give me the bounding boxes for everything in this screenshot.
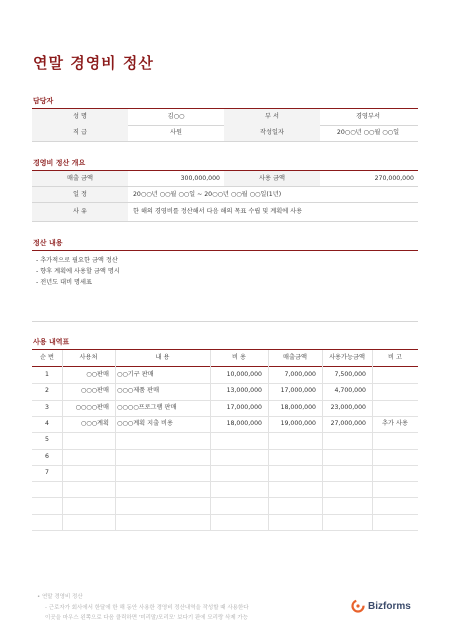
usage-cell	[372, 514, 418, 530]
usage-cell	[372, 465, 418, 481]
usage-cell	[372, 400, 418, 416]
usage-cell	[62, 432, 115, 448]
manager-field-value: 사원	[170, 129, 182, 136]
reason-label: 사 유	[32, 203, 128, 221]
usage-cell: 7	[45, 468, 49, 476]
date-label: 일 정	[32, 187, 128, 202]
usage-label: 사용 금액	[224, 171, 320, 186]
manager-field-label: 직 급	[32, 125, 128, 141]
bizforms-logo-icon	[351, 599, 365, 613]
usage-cell	[268, 514, 322, 530]
usage-cell: ○○기구 판매	[117, 371, 154, 378]
usage-column-divider	[62, 350, 63, 530]
manager-field-label: 부 서	[224, 109, 320, 125]
usage-column-divider	[268, 350, 269, 530]
usage-cell: 2	[45, 387, 49, 395]
usage-cell	[115, 514, 210, 530]
usage-column-divider	[322, 350, 323, 530]
usage-cell	[268, 432, 322, 448]
usage-cell: 17,000,000	[280, 387, 316, 395]
usage-cell	[322, 465, 372, 481]
usage-cell: 13,000,000	[226, 387, 262, 395]
usage-cell	[210, 432, 268, 448]
usage-cell	[62, 481, 115, 497]
usage-cell: ○○○○프로그램 판매	[117, 403, 177, 411]
usage-section-label: 사용 내역표	[33, 338, 70, 346]
page-title: 연말 경영비 정산	[33, 54, 154, 72]
usage-header-cell: 사용처	[79, 354, 98, 361]
usage-cell	[372, 449, 418, 465]
usage-cell	[372, 432, 418, 448]
usage-cell: ○○판매	[86, 371, 109, 378]
usage-cell: 23,000,000	[330, 403, 366, 411]
usage-column-divider	[115, 350, 116, 530]
usage-cell	[210, 497, 268, 513]
usage-cell: 27,000,000	[330, 419, 366, 427]
usage-cell: 1	[45, 371, 49, 378]
manager-field-value: 경영부서	[356, 113, 380, 120]
usage-cell: 17,000,000	[226, 403, 262, 411]
usage-cell	[115, 481, 210, 497]
date-value: 20○○년 ○○월 ○○일 ~ 20○○년 ○○월 ○○일(1년)	[133, 191, 282, 198]
usage-header-cell: 매출금액	[283, 354, 307, 361]
usage-cell	[372, 367, 418, 383]
usage-cell: 18,000,000	[226, 419, 262, 427]
usage-cell	[322, 497, 372, 513]
usage-cell	[115, 465, 210, 481]
usage-cell	[32, 481, 62, 497]
usage-cell	[62, 514, 115, 530]
usage-cell	[32, 497, 62, 513]
usage-header-cell: 사용가능금액	[329, 354, 365, 361]
bizforms-logo	[351, 599, 411, 613]
reason-value: 한 해의 경영비를 정산해서 다음 해의 목표 수립 및 계획에 사용	[133, 208, 303, 215]
usage-cell	[115, 449, 210, 465]
usage-cell	[210, 481, 268, 497]
manager-field-value: 20○○년 ○○월 ○○일	[336, 129, 400, 136]
usage-header-cell: 순 번	[40, 354, 54, 361]
usage-cell: ○○○판매	[80, 387, 109, 395]
usage-cell: 6	[45, 452, 49, 460]
usage-cell: 추가 사용	[382, 419, 408, 427]
usage-cell	[268, 481, 322, 497]
content-bottom-rule	[32, 321, 418, 322]
usage-cell: 18,000,000	[280, 403, 316, 411]
usage-cell	[115, 432, 210, 448]
usage-cell	[62, 497, 115, 513]
usage-value: 270,000,000	[374, 175, 414, 182]
footer-title: • 연말 경영비 정산	[37, 594, 83, 600]
usage-cell	[372, 497, 418, 513]
manager-section-label: 담당자	[33, 97, 54, 105]
usage-cell	[372, 383, 418, 399]
usage-cell	[115, 497, 210, 513]
revenue-label: 매출 금액	[32, 171, 128, 186]
usage-cell: 4,700,000	[334, 387, 366, 395]
manager-field-label: 작성일자	[224, 125, 320, 141]
usage-cell	[322, 432, 372, 448]
usage-cell: 7,500,000	[334, 371, 366, 378]
usage-cell: ○○○제품 판매	[117, 387, 160, 395]
overview-bottom-rule	[32, 221, 418, 222]
usage-cell: 19,000,000	[280, 419, 316, 427]
usage-cell: 3	[45, 403, 49, 411]
usage-cell: 7,000,000	[284, 371, 316, 378]
overview-section-label: 경영비 정산 개요	[33, 159, 86, 167]
usage-header-cell: 비 용	[232, 354, 246, 361]
usage-cell	[62, 449, 115, 465]
usage-column-divider	[210, 350, 211, 530]
usage-cell	[322, 449, 372, 465]
usage-cell: ○○○계획 지출 비용	[117, 419, 173, 427]
usage-cell	[322, 514, 372, 530]
manager-row-divider	[32, 141, 418, 142]
footer-desc: - 근로자가 회사에서 한달에 한 해 동안 사용한 경영비 정산내역을 작성할 때 사용한다	[45, 605, 249, 611]
usage-column-divider	[372, 350, 373, 530]
usage-cell	[372, 481, 418, 497]
usage-header-cell: 비 고	[388, 354, 402, 361]
content-item: - 전년도 대비 명세표	[36, 279, 92, 286]
usage-cell	[268, 497, 322, 513]
usage-cell	[268, 449, 322, 465]
footer-desc: 이곳을 마우스 왼쪽으로 다음 클릭하면 '미리말/모리모' 보다기 판에 모리랑 삭제 가능	[45, 615, 249, 621]
usage-cell	[210, 514, 268, 530]
usage-header-cell: 내 용	[155, 354, 170, 361]
content-item: - 향후 계획에 사용할 금액 명시	[36, 268, 120, 275]
usage-cell: 10,000,000	[226, 371, 262, 378]
content-section-label: 정산 내용	[33, 239, 63, 247]
manager-field-value: 김○○	[167, 113, 185, 120]
usage-cell	[210, 449, 268, 465]
usage-cell	[268, 465, 322, 481]
manager-field-label: 성 명	[32, 109, 128, 125]
usage-cell	[210, 465, 268, 481]
usage-cell	[322, 481, 372, 497]
usage-cell: ○○○계획	[80, 419, 109, 427]
revenue-value: 300,000,000	[180, 175, 220, 182]
usage-cell: 4	[45, 419, 49, 427]
bizforms-logo-text: Bizforms	[368, 600, 411, 612]
content-item: - 추가적으로 필요한 금액 정산	[36, 257, 118, 264]
content-top-rule	[32, 250, 418, 251]
usage-cell	[32, 514, 62, 530]
usage-cell: 5	[45, 436, 49, 444]
usage-cell: ○○○○판매	[75, 403, 109, 411]
usage-cell	[62, 465, 115, 481]
usage-row-divider	[32, 530, 418, 531]
